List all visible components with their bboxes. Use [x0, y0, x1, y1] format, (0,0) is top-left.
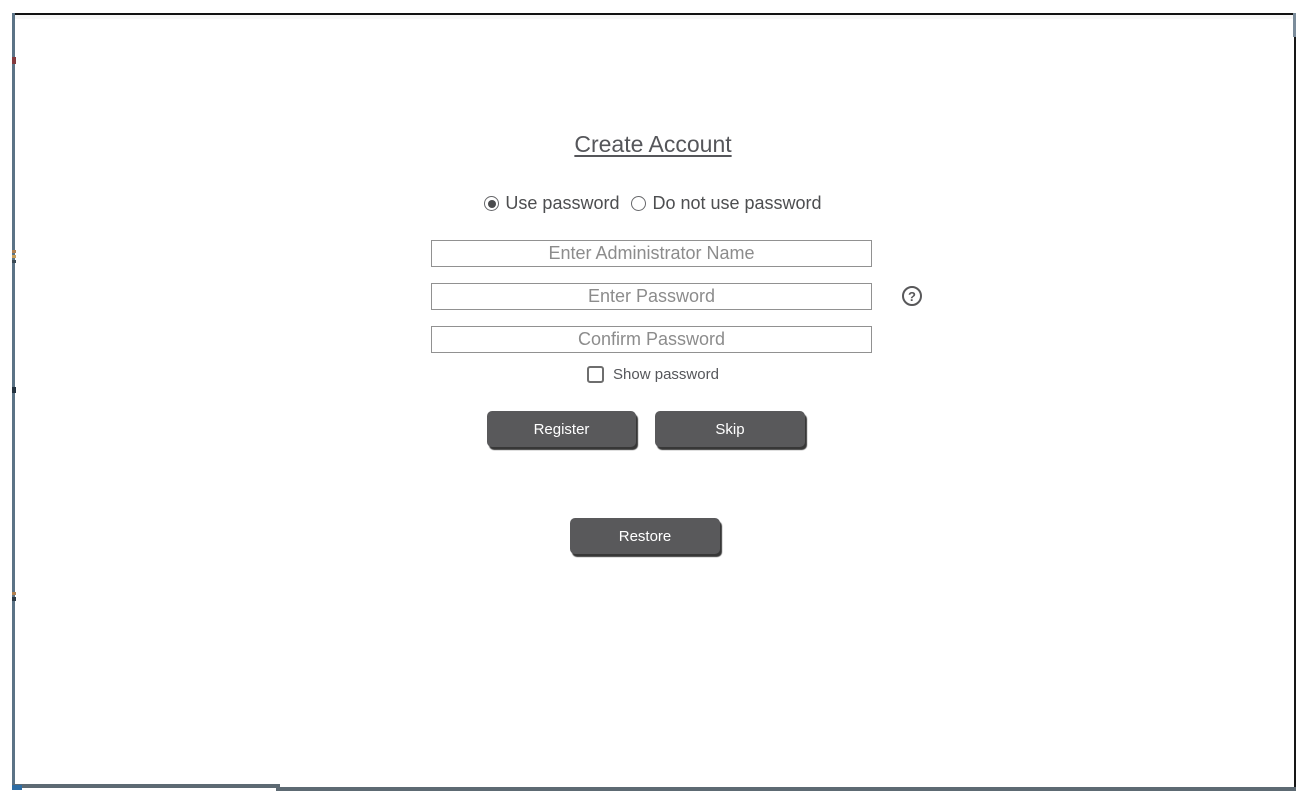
radio-do-not-use-password[interactable] [631, 193, 821, 214]
confirm-password-input[interactable] [431, 326, 872, 353]
password-input[interactable] [431, 283, 872, 310]
window-border-top-strip [14, 15, 1295, 19]
show-password-label: Show password [613, 366, 719, 383]
password-mode-radio-group [0, 193, 1306, 214]
left-border-artifact [12, 592, 16, 595]
page-title-row [0, 131, 1306, 158]
page-title: Create Account [574, 131, 732, 157]
left-border-artifact [12, 260, 16, 263]
radio-use-password-label: Use password [505, 193, 620, 213]
register-button[interactable]: Register [487, 411, 636, 447]
radio-selected-icon[interactable] [484, 196, 499, 211]
window-border-bottom-right [276, 787, 1296, 791]
left-border-artifact [12, 597, 16, 601]
radio-unselected-icon[interactable] [631, 196, 646, 211]
administrator-name-input[interactable] [431, 240, 872, 267]
restore-button[interactable]: Restore [570, 518, 720, 554]
left-border-artifact [12, 387, 16, 393]
skip-button[interactable]: Skip [655, 411, 805, 447]
password-help-icon[interactable] [902, 286, 922, 306]
left-border-artifact [12, 57, 16, 64]
question-mark-glyph: ? [908, 288, 916, 304]
show-password-checkbox[interactable] [587, 366, 604, 383]
left-border-artifact [12, 250, 16, 253]
window-border-right-notch [1293, 13, 1296, 37]
radio-do-not-use-password-label: Do not use password [652, 193, 822, 213]
show-password-row [0, 366, 1306, 383]
radio-use-password[interactable] [484, 193, 619, 214]
window-corner-accent [12, 785, 22, 790]
window-border-bottom-left [12, 784, 280, 788]
window-border-left [12, 13, 15, 790]
left-border-artifact [12, 255, 16, 258]
